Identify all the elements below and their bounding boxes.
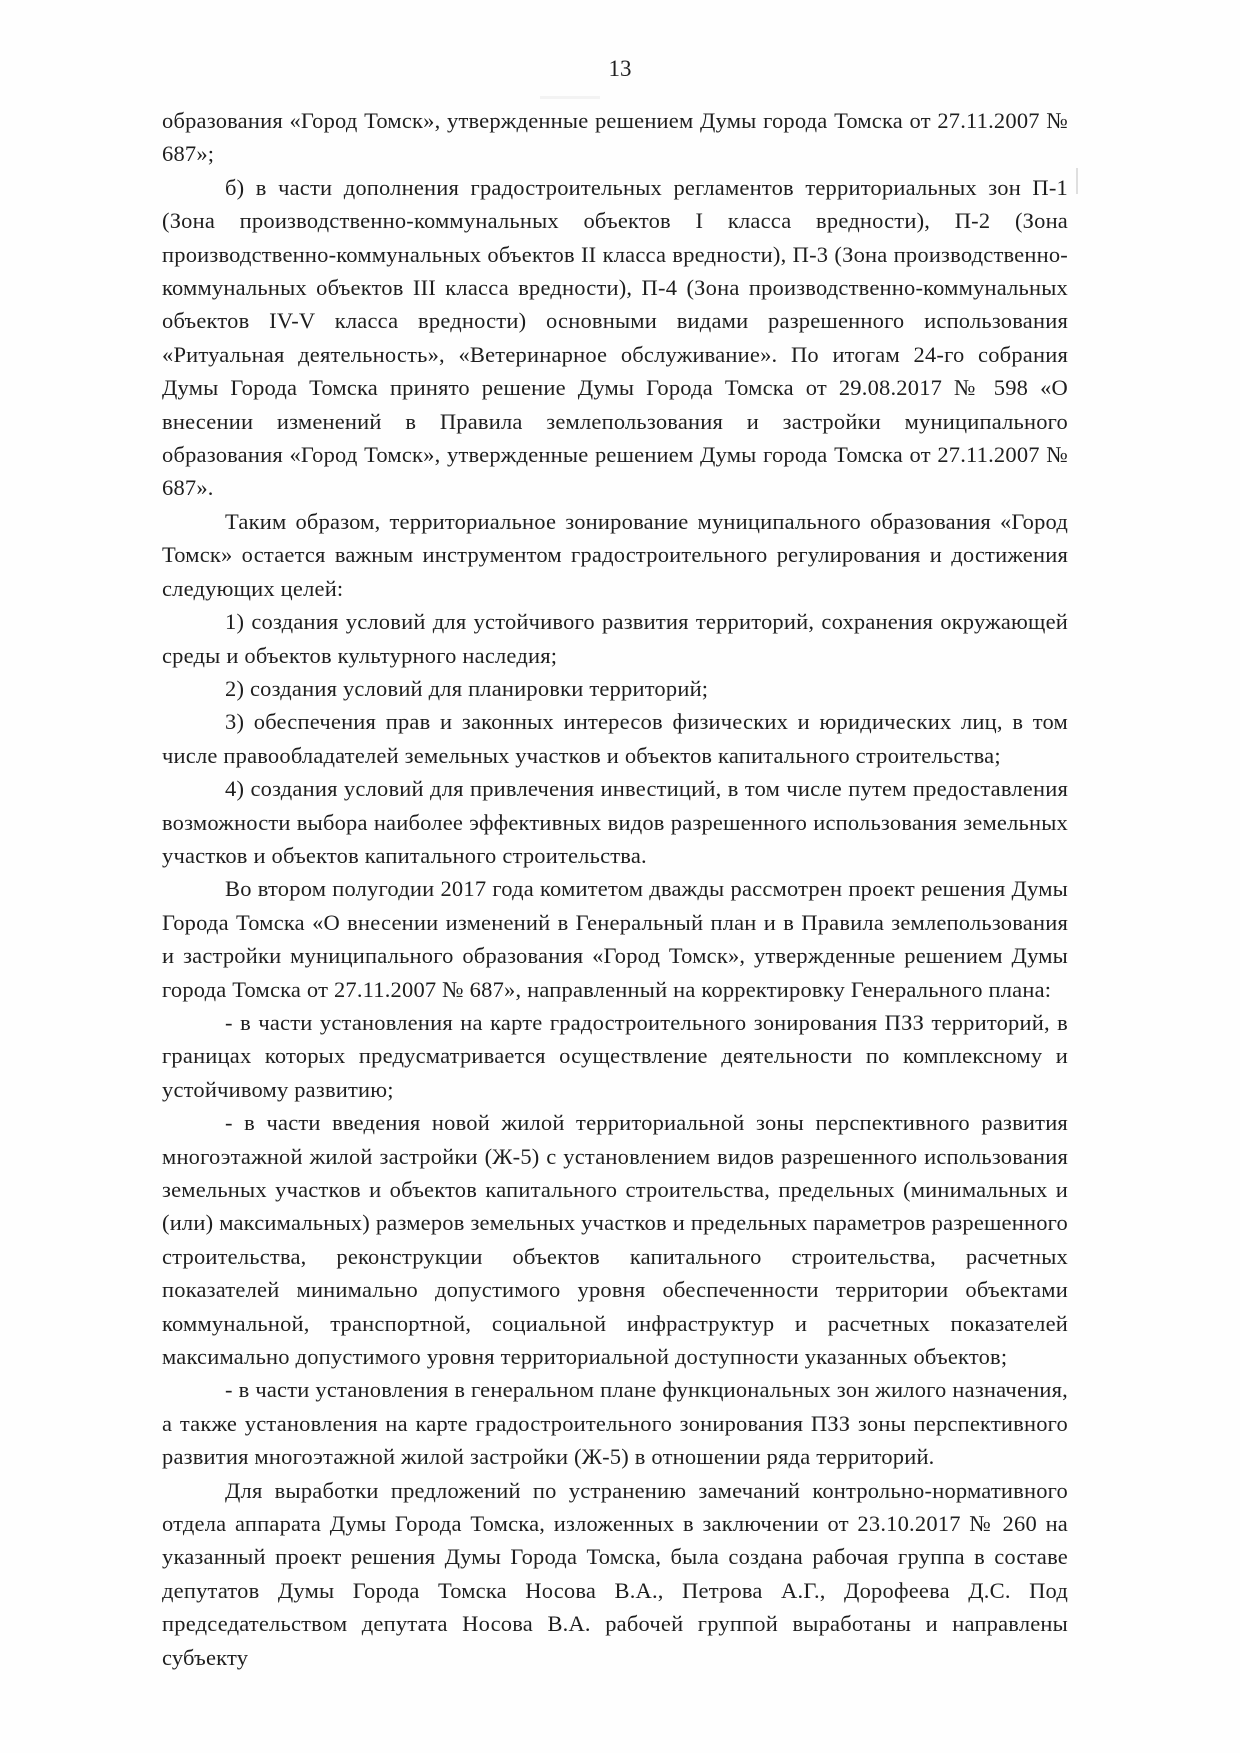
- paragraph-list-item: 3) обеспечения прав и законных интересов физических и юридических лиц, в том числе правообладателей земельных участков и объектов капитального строительства;: [162, 709, 1068, 768]
- paragraph-dash-item: - в части установления в генеральном плане функциональных зон жилого назначения, а также установления на карте градостроительного зонирования ПЗЗ зоны перспективного развития многоэтажной жилой застройки (Ж-5) в отношении ряда территорий.: [162, 1377, 1068, 1470]
- paragraph-dash-item: - в части введения новой жилой территориальной зоны перспективного развития многоэтажной жилой застройки (Ж-5) с установлением видов разрешенного использования земельных участков и объектов капитального строительства, предельных (минимальных и (или) максимальных) размеров земельных участков и предельных параметров разрешенного строительства, реконструкции объектов капитального строительства, расчетных показателей минимально допустимого уровня обеспеченности территории объектами коммунальной, транспортной, социальной инфраструктур и расчетных показателей максимально допустимого уровня территориальной доступности указанных объектов;: [162, 1110, 1068, 1370]
- paragraph: Во втором полугодии 2017 года комитетом дважды рассмотрен проект решения Думы Города Томска «О внесении изменений в Генеральный план и в Правила землепользования и застройки муниципального образования «Город Томск», утвержденные решением Думы города Томска от 27.11.2007 № 687», направленный на корректировку Генерального плана:: [162, 876, 1068, 1002]
- document-body: [162, 104, 1068, 1674]
- scan-artifact: [1076, 168, 1078, 194]
- paragraph-dash-item: - в части установления на карте градостроительного зонирования ПЗЗ территорий, в границах которых предусматривается осуществление деятельности по комплексному и устойчивому развитию;: [162, 1009, 1068, 1102]
- paragraph: Таким образом, территориальное зонирование муниципального образования «Город Томск» остается важным инструментом градостроительного регулирования и достижения следующих целей:: [162, 508, 1068, 601]
- paragraph: Для выработки предложений по устранению замечаний контрольно-нормативного отдела аппарата Думы Города Томска, изложенных в заключении от 23.10.2017 № 260 на указанный проект решения Думы Города Томска, была создана рабочая группа в составе депутатов Думы Города Томска Носова В.А., Петрова А.Г., Дорофеева Д.С. Под председательством депутата Носова В.А. рабочей группой выработаны и направлены субъекту: [162, 1477, 1068, 1670]
- paragraph-continuation: образования «Город Томск», утвержденные решением Думы города Томска от 27.11.2007 № 687»;: [162, 108, 1068, 167]
- paragraph: б) в части дополнения градостроительных регламентов территориальных зон П-1 (Зона производственно-коммунальных объектов I класса вредности), П-2 (Зона производственно-коммунальных объектов II класса вредности), П-3 (Зона производственно-коммунальных объектов III класса вредности), П-4 (Зона производственно-коммунальных объектов IV-V класса вредности) основными видами разрешенного использования «Ритуальная деятельность», «Ветеринарное обслуживание». По итогам 24-го собрания Думы Города Томска принято решение Думы Города Томска от 29.08.2017 № 598 «О внесении изменений в Правила землепользования и застройки муниципального образования «Город Томск», утвержденные решением Думы города Томска от 27.11.2007 № 687».: [162, 174, 1068, 501]
- paragraph-list-item: 1) создания условий для устойчивого развития территорий, сохранения окружающей среды и объектов культурного наследия;: [162, 609, 1068, 668]
- paragraph-list-item: 4) создания условий для привлечения инвестиций, в том числе путем предоставления возможности выбора наиболее эффективных видов разрешенного использования земельных участков и объектов капитального строительства.: [162, 776, 1068, 868]
- page-number: 13: [608, 56, 632, 81]
- paragraph-list-item: 2) создания условий для планировки территорий;: [225, 675, 709, 701]
- scan-artifact: [540, 96, 600, 99]
